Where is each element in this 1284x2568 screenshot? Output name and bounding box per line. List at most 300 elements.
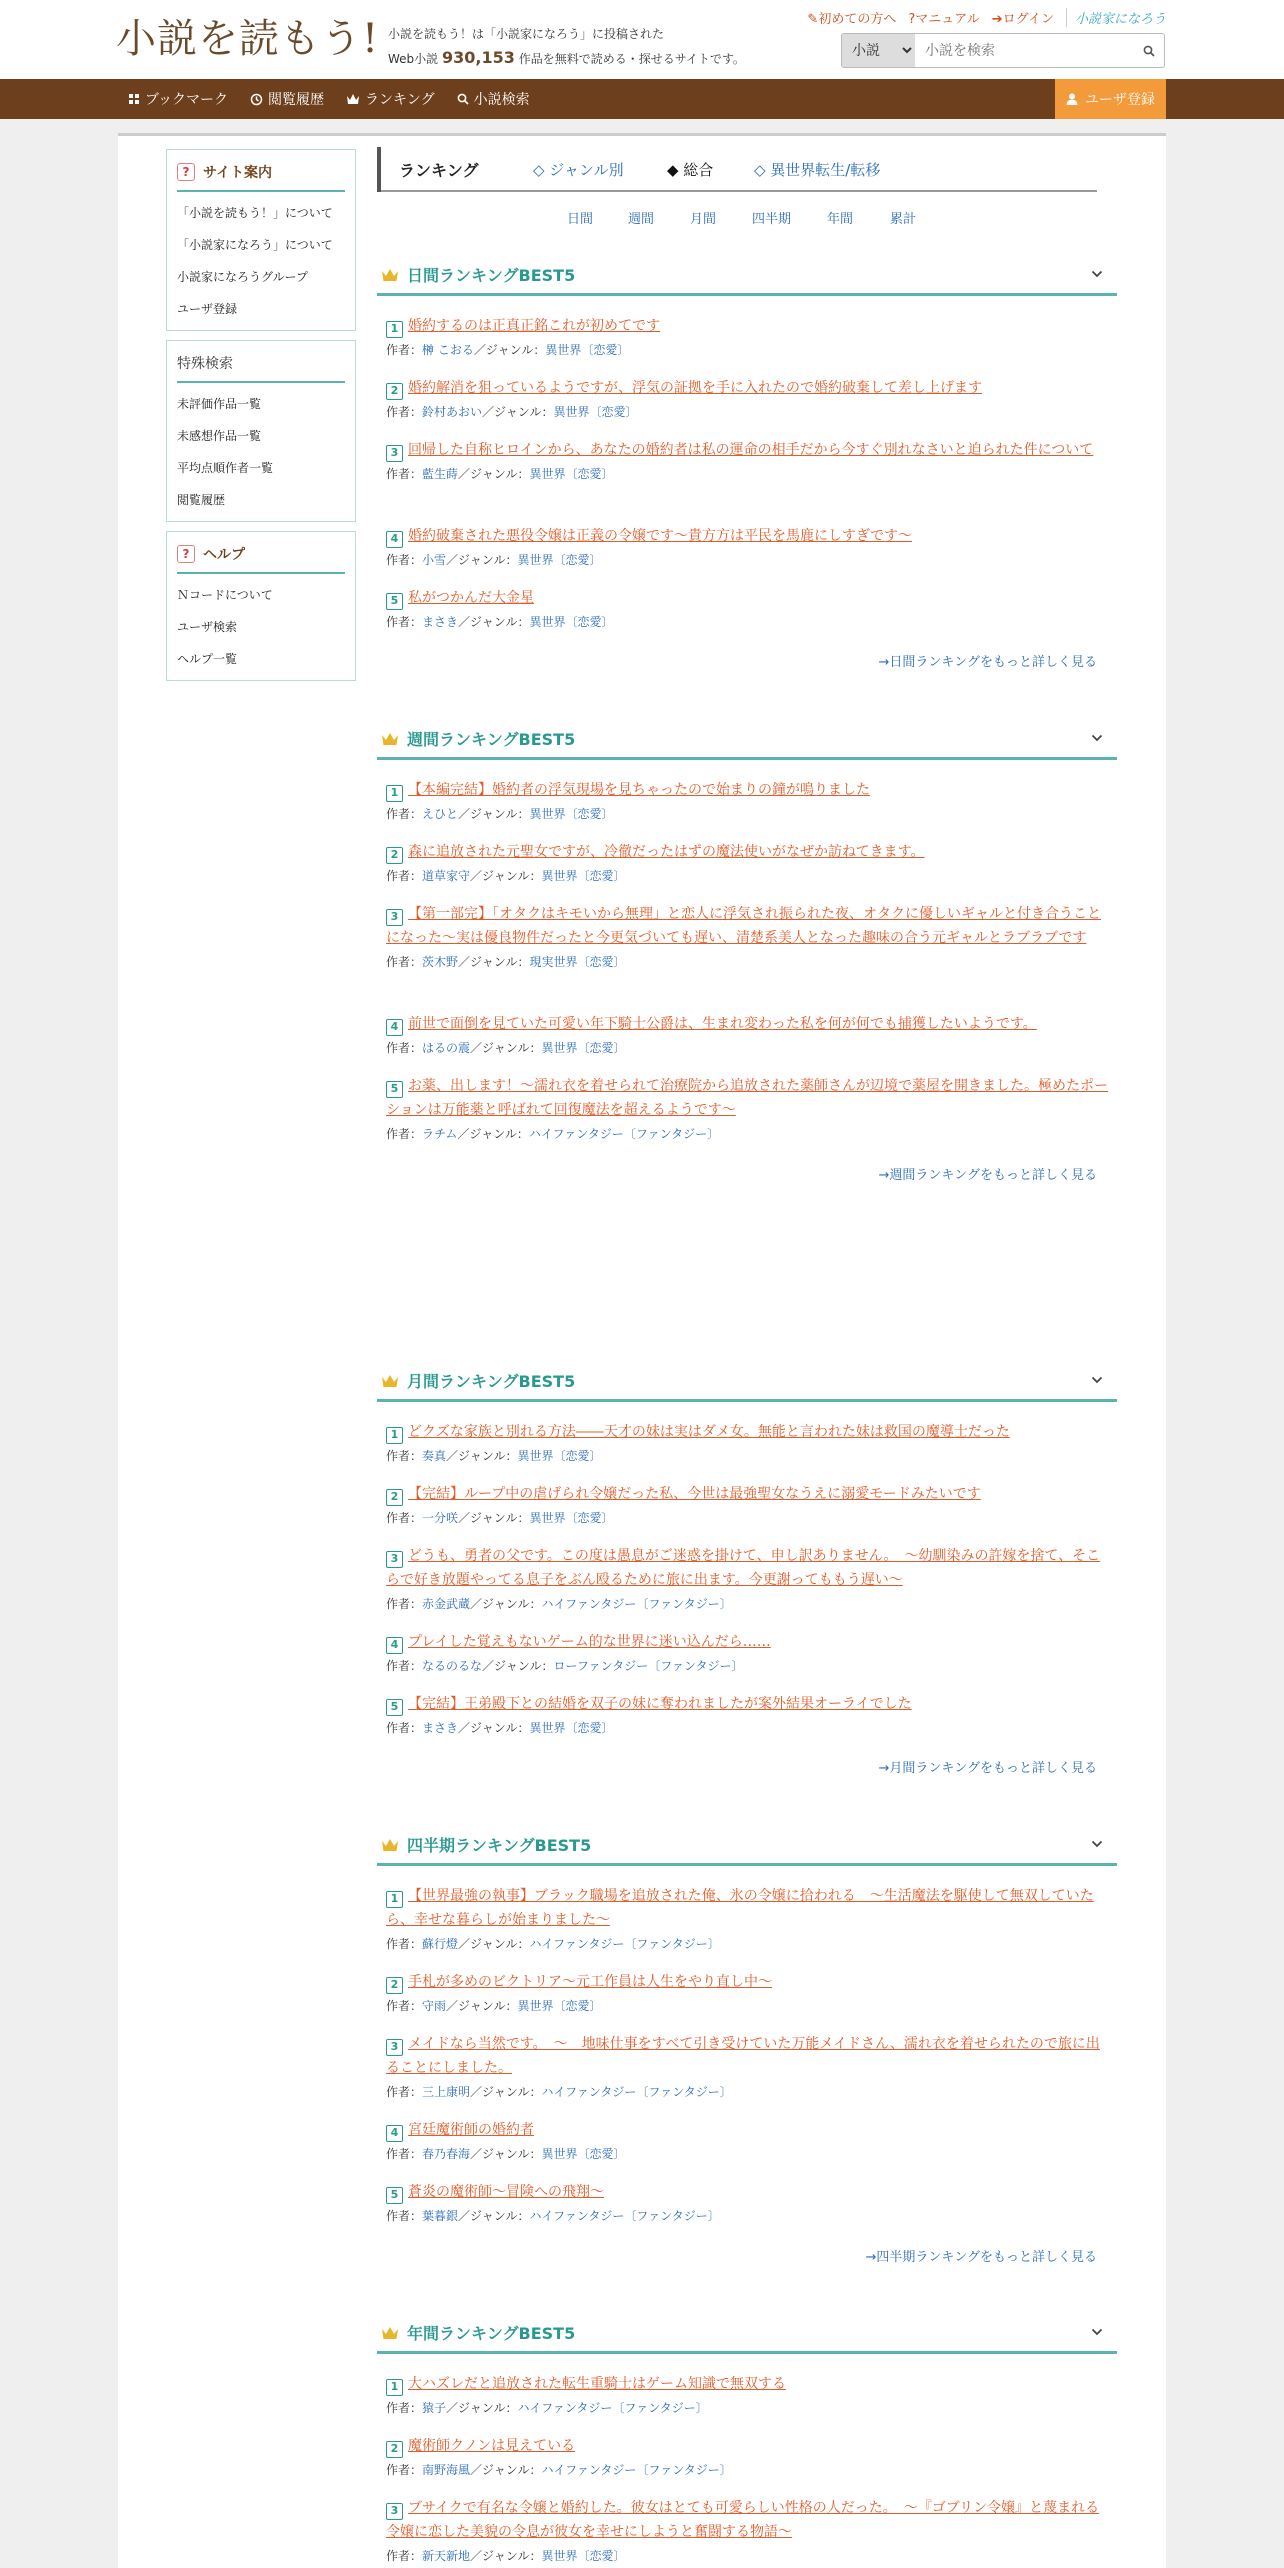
author-label: 作者： bbox=[386, 2401, 423, 2415]
entry-author[interactable]: 新天新地 bbox=[422, 2549, 471, 2563]
sidebar-heading bbox=[177, 154, 345, 192]
period-links bbox=[377, 208, 1117, 232]
entry-title-text: 【第一部完】「オタクはキモいから無理」と恋人に浮気され振られた夜、オタクに優しいギャルと付き合うことになった〜実は優良物件だったと今更気づいても遅い、清楚系美人となった趣味の合う元ギャルとラブラブです bbox=[386, 906, 1101, 946]
entry-title-text: 婚約破棄された悪役令嬢は正義の令嬢です〜貴方方は平民を馬鹿にしすぎです〜 bbox=[408, 528, 912, 544]
entry-author[interactable]: 藍生蒔 bbox=[422, 467, 459, 481]
entry-meta: 作者：まさき／ジャンル：異世界〔恋愛〕 bbox=[386, 615, 614, 629]
author-label: 作者： bbox=[386, 405, 423, 419]
tab-ranking: ランキング bbox=[377, 147, 495, 192]
sidebar-item[interactable]: 閲覧履歴 bbox=[177, 492, 226, 507]
ranking-section-daily bbox=[377, 256, 1117, 670]
entry-genre[interactable]: 異世界〔恋愛〕 bbox=[517, 553, 602, 567]
period-daily[interactable]: 日間 bbox=[567, 212, 594, 227]
chevron-down-icon[interactable] bbox=[1091, 1840, 1103, 1848]
ranking-entry bbox=[386, 2496, 1111, 2565]
ranking-section-yearly bbox=[377, 2314, 1117, 2563]
search-type-select[interactable] bbox=[842, 34, 915, 67]
entry-title-text: どクズな家族と別れる方法――天才の妹は実はダメ女。無能と言われた妹は救国の魔導士だった bbox=[408, 1424, 1010, 1440]
more-link-label: 四半期ランキングをもっと詳しく見る bbox=[876, 2250, 1097, 2265]
tagline-line2 bbox=[388, 46, 745, 71]
site-logo[interactable] bbox=[116, 14, 379, 64]
more-link-label: 月間ランキングをもっと詳しく見る bbox=[889, 1761, 1097, 1776]
crown-icon bbox=[381, 1837, 399, 1853]
entry-title[interactable] bbox=[386, 376, 1111, 400]
period-quarterly[interactable]: 四半期 bbox=[752, 212, 792, 227]
chevron-down-icon[interactable] bbox=[1091, 734, 1103, 742]
entry-title[interactable] bbox=[386, 2434, 1111, 2458]
entry-genre[interactable]: 異世界〔恋愛〕 bbox=[517, 1999, 602, 2013]
entry-title-text: 手札が多めのビクトリア〜元工作員は人生をやり直し中〜 bbox=[408, 1974, 772, 1990]
entry-title[interactable] bbox=[386, 314, 1111, 338]
author-label: 作者： bbox=[386, 1127, 423, 1141]
author-label: 作者： bbox=[386, 807, 423, 821]
entry-genre[interactable]: ハイファンタジー〔ファンタジー〕 bbox=[541, 1597, 732, 1611]
rank-badge: 3 bbox=[386, 2039, 403, 2056]
genre-label: ジャンル： bbox=[458, 553, 518, 567]
genre-label: ジャンル： bbox=[470, 2209, 530, 2223]
entry-author[interactable]: 小雪 bbox=[422, 553, 447, 567]
entry-title[interactable] bbox=[386, 2372, 1111, 2396]
chevron-down-icon[interactable] bbox=[1091, 1376, 1103, 1384]
novel-count: 930,153 bbox=[442, 48, 515, 67]
author-label: 作者： bbox=[386, 2209, 423, 2223]
genre-label: ジャンル： bbox=[458, 2401, 518, 2415]
entry-meta: 作者：なるのるな／ジャンル：ローファンタジー〔ファンタジー〕 bbox=[386, 1659, 744, 1673]
main-nav bbox=[0, 79, 1284, 119]
entry-title[interactable] bbox=[386, 840, 1111, 864]
register-button[interactable] bbox=[1055, 79, 1166, 119]
entry-title-text: 前世で面倒を見ていた可愛い年下騎士公爵は、生まれ変わった私を何が何でも捕獲したいようです。 bbox=[408, 1016, 1037, 1032]
genre-label: ジャンル： bbox=[482, 2549, 542, 2563]
entry-meta: 作者：藍生蒔／ジャンル：異世界〔恋愛〕 bbox=[386, 467, 614, 481]
entry-title[interactable] bbox=[386, 1012, 1111, 1036]
content-wrapper bbox=[118, 133, 1166, 2568]
genre-label: ジャンル： bbox=[470, 1937, 530, 1951]
more-link[interactable]: →日間ランキングをもっと詳しく見る bbox=[878, 655, 1097, 670]
ranking-section-monthly bbox=[377, 1362, 1117, 1776]
ranking-entry bbox=[386, 902, 1111, 971]
entry-title[interactable] bbox=[386, 1074, 1111, 1122]
tagline bbox=[388, 22, 745, 71]
entry-genre[interactable]: 異世界〔恋愛〕 bbox=[529, 467, 614, 481]
period-weekly[interactable]: 週間 bbox=[628, 212, 655, 227]
entry-meta: 作者：赤金武蔵／ジャンル：ハイファンタジー〔ファンタジー〕 bbox=[386, 1597, 732, 1611]
rank-badge: 3 bbox=[386, 1551, 403, 1568]
rank-badge: 1 bbox=[386, 785, 403, 802]
rank-badge: 1 bbox=[386, 1891, 403, 1908]
sidebar-box-special-search bbox=[166, 340, 356, 522]
tab-isekai[interactable]: ◇ 異世界転生/転移 bbox=[754, 161, 881, 179]
genre-label: ジャンル： bbox=[482, 1041, 542, 1055]
tab-overall[interactable]: ◆ 総合 bbox=[667, 161, 714, 179]
entry-meta: 作者：猿子／ジャンル：ハイファンタジー〔ファンタジー〕 bbox=[386, 2401, 708, 2415]
rank-badge: 3 bbox=[386, 2503, 403, 2520]
section-header[interactable] bbox=[377, 256, 1117, 296]
sidebar-item[interactable]: ユーザ検索 bbox=[177, 619, 238, 634]
entry-title[interactable] bbox=[386, 2032, 1111, 2080]
section-title: 年間ランキングBEST5 bbox=[407, 2324, 576, 2343]
section-title: 四半期ランキングBEST5 bbox=[407, 1836, 592, 1855]
narou-logo[interactable]: 小説家になろう bbox=[1066, 8, 1166, 27]
rank-badge: 1 bbox=[386, 321, 403, 338]
rank-badge: 4 bbox=[386, 1019, 403, 1036]
ranking-entry bbox=[386, 586, 1111, 631]
entry-genre[interactable]: ハイファンタジー〔ファンタジー〕 bbox=[529, 1937, 720, 1951]
entry-author[interactable]: ラチム bbox=[422, 1127, 458, 1141]
entry-author[interactable]: まさき bbox=[422, 615, 459, 629]
search-icon bbox=[457, 93, 469, 105]
ranking-entry bbox=[386, 2032, 1111, 2101]
search-button[interactable] bbox=[1134, 34, 1164, 67]
bookmark-icon bbox=[128, 93, 140, 105]
author-label: 作者： bbox=[386, 1511, 423, 1525]
nav-ranking[interactable] bbox=[346, 89, 435, 109]
ranking-section-weekly bbox=[377, 720, 1117, 1183]
more-link[interactable]: →週間ランキングをもっと詳しく見る bbox=[878, 1168, 1097, 1183]
nav-history-label: 閲覧履歴 bbox=[268, 92, 325, 108]
ranking-entry bbox=[386, 2434, 1111, 2479]
ranking-entry bbox=[386, 1074, 1111, 1143]
nav-bookmark-label: ブックマーク bbox=[145, 92, 229, 108]
sidebar bbox=[166, 149, 356, 690]
entry-author[interactable]: まさき bbox=[422, 1721, 459, 1735]
genre-label: ジャンル： bbox=[470, 1511, 530, 1525]
search-input[interactable] bbox=[915, 34, 1134, 67]
history-icon bbox=[250, 93, 263, 106]
register-label: ユーザ登録 bbox=[1085, 92, 1155, 108]
entry-title-text: 私がつかんだ大金星 bbox=[408, 590, 534, 606]
more-link[interactable]: →月間ランキングをもっと詳しく見る bbox=[878, 1761, 1097, 1776]
entry-author[interactable]: なるのるな bbox=[422, 1659, 483, 1673]
rank-badge: 5 bbox=[386, 1699, 403, 1716]
sidebar-heading-label: ヘルプ bbox=[203, 547, 245, 563]
entry-genre[interactable]: ハイファンタジー〔ファンタジー〕 bbox=[517, 2401, 708, 2415]
entry-author[interactable]: 榊 こおる bbox=[422, 343, 474, 357]
entry-title[interactable] bbox=[386, 1970, 1111, 1994]
ranking-entry bbox=[386, 778, 1111, 823]
crown-icon bbox=[381, 2325, 399, 2341]
entry-title[interactable] bbox=[386, 1692, 1111, 1716]
entry-meta: 作者：南野海風／ジャンル：ハイファンタジー〔ファンタジー〕 bbox=[386, 2463, 732, 2477]
entry-author[interactable]: えひと bbox=[422, 807, 459, 821]
more-link[interactable]: →四半期ランキングをもっと詳しく見る bbox=[865, 2250, 1097, 2265]
entry-title-text: メイドなら当然です。 〜 地味仕事をすべて引き受けていた万能メイドさん、濡れ衣を着せられたので旅に出ることにしました。 bbox=[386, 2036, 1100, 2076]
entry-genre[interactable]: ハイファンタジー〔ファンタジー〕 bbox=[541, 2085, 732, 2099]
entry-title-text: ブサイクで有名な令嬢と婚約した。彼女はとても可愛らしい性格の人だった。 〜『ゴブリン令嬢』と蔑まれる令嬢に恋した美貌の令息が彼女を幸せにしようと奮闘する物語〜 bbox=[386, 2500, 1100, 2540]
entry-title[interactable] bbox=[386, 1884, 1111, 1932]
ranking-entry bbox=[386, 314, 1111, 359]
entry-meta: 作者：春乃春海／ジャンル：異世界〔恋愛〕 bbox=[386, 2147, 626, 2161]
entry-title[interactable] bbox=[386, 2180, 1111, 2204]
entry-author[interactable]: 三上康明 bbox=[422, 2085, 471, 2099]
entry-genre[interactable]: 異世界〔恋愛〕 bbox=[541, 2147, 626, 2161]
author-label: 作者： bbox=[386, 869, 423, 883]
author-label: 作者： bbox=[386, 1041, 423, 1055]
ranking-entry bbox=[386, 1420, 1111, 1465]
rank-badge: 4 bbox=[386, 2125, 403, 2142]
genre-label: ジャンル： bbox=[482, 869, 542, 883]
entry-genre[interactable]: 異世界〔恋愛〕 bbox=[529, 1721, 614, 1735]
entry-title-text: プレイした覚えもないゲーム的な世界に迷い込んだら…… bbox=[408, 1634, 771, 1650]
ranking-section-quarterly bbox=[377, 1826, 1117, 2265]
entry-title[interactable] bbox=[386, 1420, 1111, 1444]
entry-author[interactable]: 赤金武蔵 bbox=[422, 1597, 471, 1611]
author-label: 作者： bbox=[386, 2463, 423, 2477]
genre-label: ジャンル： bbox=[494, 405, 554, 419]
entry-meta: 作者：榊 こおる／ジャンル：異世界〔恋愛〕 bbox=[386, 343, 630, 357]
rank-badge: 1 bbox=[386, 2379, 403, 2396]
genre-label: ジャンル： bbox=[470, 615, 530, 629]
entry-title[interactable] bbox=[386, 1482, 1111, 1506]
entry-meta: 作者：一分咲／ジャンル：異世界〔恋愛〕 bbox=[386, 1511, 614, 1525]
genre-label: ジャンル： bbox=[458, 1449, 518, 1463]
entry-author[interactable]: 葉暮銀 bbox=[422, 2209, 459, 2223]
rank-badge: 2 bbox=[386, 847, 403, 864]
genre-label: ジャンル： bbox=[485, 343, 546, 357]
rank-badge: 5 bbox=[386, 593, 403, 610]
section-title: 日間ランキングBEST5 bbox=[407, 266, 576, 285]
entry-author[interactable]: 南野海風 bbox=[422, 2463, 471, 2477]
author-label: 作者： bbox=[386, 553, 423, 567]
entry-title[interactable] bbox=[386, 438, 1111, 462]
section-header[interactable] bbox=[377, 2314, 1117, 2354]
author-label: 作者： bbox=[386, 2549, 423, 2563]
entry-genre[interactable]: 現実世界〔恋愛〕 bbox=[529, 955, 626, 969]
section-title: 週間ランキングBEST5 bbox=[407, 730, 576, 749]
genre-label: ジャンル： bbox=[469, 1127, 529, 1141]
sidebar-item[interactable]: 未評価作品一覧 bbox=[177, 396, 262, 411]
entry-author[interactable]: 春乃春海 bbox=[422, 2147, 471, 2161]
tagline-suffix: 作品を無料で読める・探せるサイトです。 bbox=[518, 52, 745, 66]
author-label: 作者： bbox=[386, 1721, 423, 1735]
site-header bbox=[0, 0, 1284, 79]
nav-history[interactable] bbox=[250, 89, 324, 109]
search-bar bbox=[841, 33, 1165, 68]
sidebar-item[interactable]: Ｎコードについて bbox=[177, 587, 273, 602]
entry-title-text: 【本編完結】婚約者の浮気現場を見ちゃったので始まりの鐘が鳴りました bbox=[408, 782, 870, 798]
entry-author[interactable]: 奏真 bbox=[422, 1449, 447, 1463]
period-yearly[interactable]: 年間 bbox=[827, 212, 854, 227]
entry-title-text: 魔術師クノンは見えている bbox=[408, 2438, 576, 2454]
ranking-entry bbox=[386, 1630, 1111, 1675]
section-header[interactable] bbox=[377, 1362, 1117, 1402]
entry-title-text: 【完結】ループ中の虐げられ令嬢だった私、今世は最強聖女なうえに溺愛モードみたいです bbox=[408, 1486, 981, 1502]
entry-meta: 作者：鈴村あおい／ジャンル：異世界〔恋愛〕 bbox=[386, 405, 638, 419]
entry-title-text: どうも、勇者の父です。この度は愚息がご迷惑を掛けて、申し訳ありません。 〜幼馴染みの許嫁を捨て、そこらで好き放題やってる息子をぶん殴るために旅に出ます。今更謝ってももう遅い〜 bbox=[386, 1548, 1101, 1588]
entry-meta: 作者：蘇行燈／ジャンル：ハイファンタジー〔ファンタジー〕 bbox=[386, 1937, 720, 1951]
entry-author[interactable]: はるの震 bbox=[422, 1041, 471, 1055]
genre-label: ジャンル： bbox=[482, 2147, 542, 2161]
crown-icon bbox=[381, 1373, 399, 1389]
genre-label: ジャンル： bbox=[482, 2085, 542, 2099]
period-total[interactable]: 累計 bbox=[890, 212, 917, 227]
author-label: 作者： bbox=[386, 2085, 423, 2099]
author-label: 作者： bbox=[386, 955, 423, 969]
entry-author[interactable]: 道草家守 bbox=[422, 869, 471, 883]
sidebar-item[interactable]: 「小説を読もう！」について bbox=[177, 205, 333, 220]
entry-meta: 作者：はるの震／ジャンル：異世界〔恋愛〕 bbox=[386, 1041, 626, 1055]
link-manual-label: マニュアル bbox=[915, 12, 980, 27]
entry-meta: 作者：三上康明／ジャンル：ハイファンタジー〔ファンタジー〕 bbox=[386, 2085, 732, 2099]
chevron-down-icon[interactable] bbox=[1091, 2328, 1103, 2336]
entry-genre[interactable]: 異世界〔恋愛〕 bbox=[541, 2549, 626, 2563]
entry-title-text: お薬、出します！〜濡れ衣を着せられて治療院から追放された薬師さんが辺境で薬屋を開きました。極めたポーションは万能薬と呼ばれて回復魔法を超えるようです〜 bbox=[386, 1078, 1108, 1118]
link-login[interactable]: ➔ログイン bbox=[991, 12, 1054, 27]
ranking-entry bbox=[386, 2118, 1111, 2163]
sidebar-item[interactable]: 未感想作品一覧 bbox=[177, 428, 262, 443]
ranking-tabs bbox=[377, 147, 1097, 192]
entry-author[interactable]: 守雨 bbox=[422, 1999, 447, 2013]
author-label: 作者： bbox=[386, 1597, 423, 1611]
search-icon bbox=[1143, 45, 1155, 57]
entry-title[interactable] bbox=[386, 2118, 1111, 2142]
sidebar-item[interactable]: 「小説家になろう」について bbox=[177, 237, 333, 252]
entry-author[interactable]: 猿子 bbox=[422, 2401, 447, 2415]
genre-label: ジャンル： bbox=[470, 955, 530, 969]
entry-title-text: 大ハズレだと追放された転生重騎士はゲーム知識で無双する bbox=[408, 2376, 786, 2392]
entry-genre[interactable]: ハイファンタジー〔ファンタジー〕 bbox=[529, 2209, 720, 2223]
sidebar-item[interactable]: ヘルプ一覧 bbox=[177, 651, 238, 666]
chevron-down-icon[interactable] bbox=[1091, 270, 1103, 278]
link-beginners-label: 初めての方へ bbox=[818, 12, 897, 27]
rank-badge: 4 bbox=[386, 1637, 403, 1654]
sidebar-heading bbox=[177, 536, 345, 574]
nav-search[interactable] bbox=[457, 89, 530, 109]
section-title: 月間ランキングBEST5 bbox=[407, 1372, 576, 1391]
sidebar-item[interactable]: ユーザ登録 bbox=[177, 301, 238, 316]
genre-label: ジャンル： bbox=[470, 1721, 530, 1735]
more-link-label: 日間ランキングをもっと詳しく見る bbox=[889, 655, 1097, 670]
genre-label: ジャンル： bbox=[470, 467, 530, 481]
sidebar-item[interactable]: 小説家になろうグループ bbox=[177, 269, 309, 284]
ranking-entry bbox=[386, 1482, 1111, 1527]
entry-author[interactable]: 蘇行燈 bbox=[422, 1937, 459, 1951]
entry-title-text: 森に追放された元聖女ですが、冷徹だったはずの魔法使いがなぜか訪ねてきます。 bbox=[408, 844, 925, 860]
author-label: 作者： bbox=[386, 343, 423, 357]
logo-text: 小説を読もう! bbox=[116, 16, 380, 62]
entry-genre[interactable]: 異世界〔恋愛〕 bbox=[541, 1041, 626, 1055]
entry-title[interactable] bbox=[386, 586, 1111, 610]
author-label: 作者： bbox=[386, 615, 423, 629]
user-icon bbox=[1066, 93, 1078, 105]
link-beginners[interactable]: ✎初めての方へ bbox=[807, 12, 897, 27]
link-manual[interactable]: ?マニュアル bbox=[908, 12, 980, 27]
rank-badge: 1 bbox=[386, 1427, 403, 1444]
sidebar-item[interactable]: 平均点順作者一覧 bbox=[177, 460, 274, 475]
ranking-entry bbox=[386, 2372, 1111, 2417]
ranking-entry bbox=[386, 376, 1111, 421]
entry-title-text: 宮廷魔術師の婚約者 bbox=[408, 2122, 534, 2138]
entry-title[interactable] bbox=[386, 1630, 1111, 1654]
section-header[interactable] bbox=[377, 1826, 1117, 1866]
entry-genre[interactable]: 異世界〔恋愛〕 bbox=[529, 615, 614, 629]
ranking-entry bbox=[386, 1544, 1111, 1613]
rank-badge: 2 bbox=[386, 383, 403, 400]
period-monthly[interactable]: 月間 bbox=[690, 212, 717, 227]
author-label: 作者： bbox=[386, 467, 423, 481]
entry-title[interactable] bbox=[386, 524, 1111, 548]
entry-meta: 作者：葉暮銀／ジャンル：ハイファンタジー〔ファンタジー〕 bbox=[386, 2209, 720, 2223]
entry-meta: 作者：まさき／ジャンル：異世界〔恋愛〕 bbox=[386, 1721, 614, 1735]
entry-author[interactable]: 鈴村あおい bbox=[422, 405, 483, 419]
top-links bbox=[795, 8, 1166, 27]
sidebar-heading: 特殊検索 bbox=[177, 345, 345, 383]
crown-icon bbox=[381, 731, 399, 747]
entry-title[interactable] bbox=[386, 1544, 1111, 1592]
link-login-label: ログイン bbox=[1002, 12, 1054, 27]
entry-title[interactable] bbox=[386, 778, 1111, 802]
more-link-label: 週間ランキングをもっと詳しく見る bbox=[889, 1168, 1097, 1183]
ranking-entry bbox=[386, 1970, 1111, 2015]
author-label: 作者： bbox=[386, 1937, 423, 1951]
genre-label: ジャンル： bbox=[494, 1659, 554, 1673]
entry-title-text: 婚約するのは正真正銘これが初めてです bbox=[408, 318, 660, 334]
nav-search-label: 小説検索 bbox=[473, 92, 530, 108]
entry-title-text: 【世界最強の執事】ブラック職場を追放された俺、氷の令嬢に拾われる 〜生活魔法を駆使して無双していたら、幸せな暮らしが始まりました〜 bbox=[386, 1888, 1094, 1928]
genre-label: ジャンル： bbox=[458, 1999, 518, 2013]
tab-genre[interactable]: ◇ ジャンル別 bbox=[533, 161, 624, 179]
ranking-entry bbox=[386, 2180, 1111, 2225]
author-label: 作者： bbox=[386, 1999, 423, 2013]
rank-badge: 4 bbox=[386, 531, 403, 548]
rank-badge: 3 bbox=[386, 445, 403, 462]
entry-meta: 作者：道草家守／ジャンル：異世界〔恋愛〕 bbox=[386, 869, 626, 883]
entry-genre[interactable]: 異世界〔恋愛〕 bbox=[553, 405, 638, 419]
entry-genre[interactable]: 異世界〔恋愛〕 bbox=[529, 1511, 614, 1525]
genre-label: ジャンル： bbox=[470, 807, 530, 821]
entry-genre[interactable]: 異世界〔恋愛〕 bbox=[517, 1449, 602, 1463]
sidebar-box-help bbox=[166, 531, 356, 681]
genre-label: ジャンル： bbox=[482, 1597, 542, 1611]
entry-genre[interactable]: ハイファンタジー〔ファンタジー〕 bbox=[528, 1127, 720, 1141]
entry-meta: 作者：奏真／ジャンル：異世界〔恋愛〕 bbox=[386, 1449, 602, 1463]
ranking-entry bbox=[386, 524, 1111, 569]
entry-meta: 作者：新天新地／ジャンル：異世界〔恋愛〕 bbox=[386, 2549, 626, 2563]
sidebar-heading-label: サイト案内 bbox=[203, 165, 273, 181]
help-icon: ? bbox=[177, 163, 195, 181]
rank-badge: 2 bbox=[386, 2441, 403, 2458]
entry-genre[interactable]: ハイファンタジー〔ファンタジー〕 bbox=[541, 2463, 732, 2477]
entry-genre[interactable]: 異世界〔恋愛〕 bbox=[545, 343, 630, 357]
entry-genre[interactable]: ローファンタジー〔ファンタジー〕 bbox=[553, 1659, 744, 1673]
ranking-entry bbox=[386, 1692, 1111, 1737]
entry-meta: 作者：茨木野／ジャンル：現実世界〔恋愛〕 bbox=[386, 955, 626, 969]
entry-title-text: 婚約解消を狙っているようですが、浮気の証拠を手に入れたので婚約破棄して差し上げます bbox=[408, 380, 982, 396]
section-header[interactable] bbox=[377, 720, 1117, 760]
entry-genre[interactable]: 異世界〔恋愛〕 bbox=[529, 807, 614, 821]
ranking-entry bbox=[386, 840, 1111, 885]
nav-bookmark[interactable] bbox=[128, 89, 228, 109]
entry-title[interactable] bbox=[386, 2496, 1111, 2544]
entry-meta: 作者：小雪／ジャンル：異世界〔恋愛〕 bbox=[386, 553, 602, 567]
entry-author[interactable]: 一分咲 bbox=[422, 1511, 459, 1525]
entry-meta: 作者：守雨／ジャンル：異世界〔恋愛〕 bbox=[386, 1999, 602, 2013]
genre-label: ジャンル： bbox=[482, 2463, 542, 2477]
entry-meta: 作者：えひと／ジャンル：異世界〔恋愛〕 bbox=[386, 807, 614, 821]
tagline-prefix: Web小説 bbox=[388, 52, 439, 66]
entry-title[interactable] bbox=[386, 902, 1111, 950]
entry-meta: 作者：ラチム／ジャンル：ハイファンタジー〔ファンタジー〕 bbox=[386, 1127, 720, 1141]
crown-icon bbox=[381, 267, 399, 283]
entry-genre[interactable]: 異世界〔恋愛〕 bbox=[541, 869, 626, 883]
ranking-entry bbox=[386, 438, 1111, 483]
entry-author[interactable]: 茨木野 bbox=[422, 955, 459, 969]
ranking-entry bbox=[386, 1012, 1111, 1057]
author-label: 作者： bbox=[386, 2147, 423, 2161]
author-label: 作者： bbox=[386, 1449, 423, 1463]
crown-icon bbox=[346, 93, 360, 105]
nav-ranking-label: ランキング bbox=[365, 92, 435, 108]
